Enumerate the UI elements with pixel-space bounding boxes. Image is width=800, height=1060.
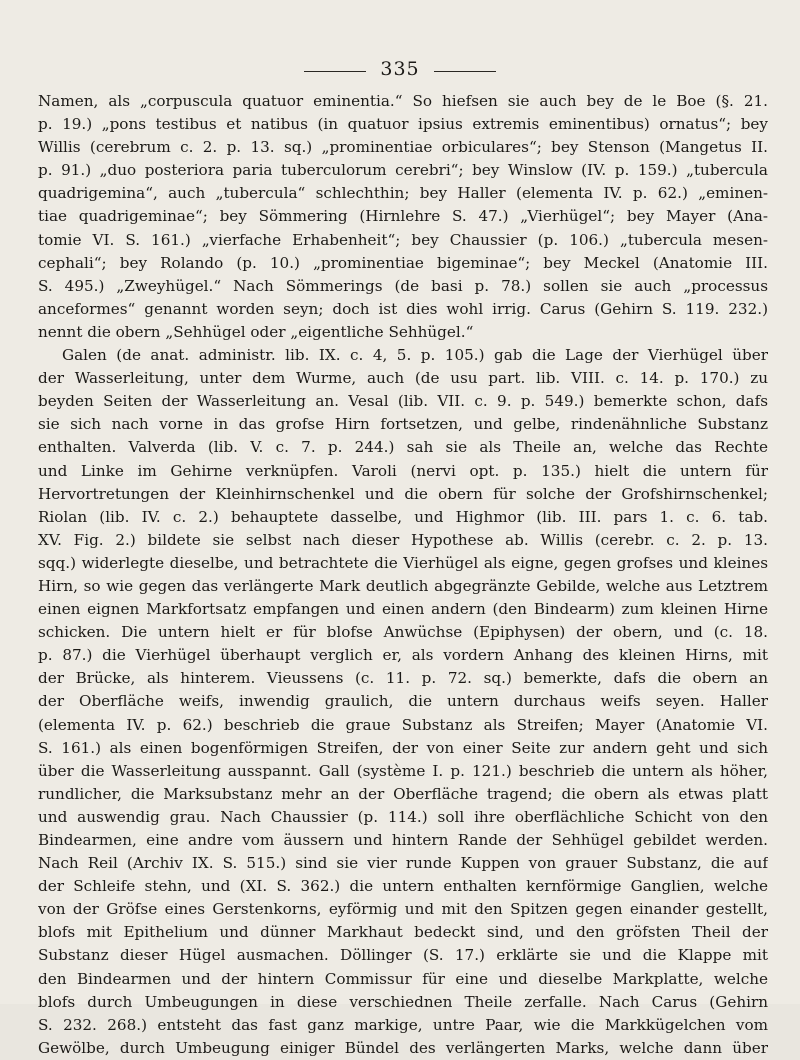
text-line: Galen (de anat. administr. lib. IX. c. 4, 5. p. 105.) gab die Lage der Vierhügel über xyxy=(62,346,768,365)
text-line: Gewölbe, durch Umbeugung einiger Bündel des verlängerten Marks, welche dann über xyxy=(38,1038,768,1057)
body-text xyxy=(38,90,768,1060)
text-line: Namen, als „corpuscula quatuor eminentia.“ So hiefsen sie auch bey de le Boe (§. 21. xyxy=(38,92,768,110)
text-line: der Schleife stehn, und (XI. S. 362.) die untern enthalten kernförmige Ganglien, welche xyxy=(38,877,768,896)
text-line: p. 91.) „duo posteriora paria tuberculorum cerebri“; bey Winslow (IV. p. 159.) „tubercula xyxy=(38,161,768,180)
text-line: Hirn, so wie gegen das verlängerte Mark deutlich abgegränzte Gebilde, welche aus Letztrem xyxy=(38,576,768,595)
text-line: Hervortretungen der Kleinhirnschenkel und die obern für solche der Grofshirnschenkel; xyxy=(38,484,768,503)
text-line: schicken. Die untern hielt er für blofse Anwüchse (Epiphysen) der obern, und (c. 18. xyxy=(38,623,768,642)
text-line: S. 232. 268.) entsteht das fast ganz markige, untre Paar, wie die Markkügelchen vom xyxy=(38,1015,768,1034)
text-line: und Linke im Gehirne verknüpfen. Varoli (nervi opt. p. 135.) hielt die untern für xyxy=(38,461,768,480)
page-header xyxy=(0,58,800,80)
text-line: Riolan (lib. IV. c. 2.) behauptete dasselbe, und Highmor (lib. III. pars 1. c. 6. tab. xyxy=(38,507,768,526)
text-line: quadrigemina“, auch „tubercula“ schlechthin; bey Haller (elementa IV. p. 62.) „eminen- xyxy=(38,184,768,203)
text-line: Willis (cerebrum c. 2. p. 13. sq.) „prominentiae orbiculares“; bey Stenson (Mangetus II. xyxy=(38,138,768,157)
text-line: enthalten. Valverda (lib. V. c. 7. p. 244.) sah sie als Theile an, welche das Rechte xyxy=(38,438,768,457)
text-line: der Oberfläche weifs, inwendig graulich, die untern durchaus weifs seyen. Haller xyxy=(38,692,768,711)
text-line: blofs durch Umbeugungen in diese verschiednen Theile zerfalle. Nach Carus (Gehirn xyxy=(38,992,768,1011)
text-line: S. 161.) als einen bogenförmigen Streifen, der von einer Seite zur andern geht und sich xyxy=(38,738,768,757)
text-line: anceformes“ genannt worden seyn; doch ist dies wohl irrig. Carus (Gehirn S. 119. 232.) xyxy=(38,299,768,318)
header-rule-left xyxy=(304,71,366,72)
text-line: rundlicher, die Marksubstanz mehr an der Oberfläche tragend; die obern als etwas platt xyxy=(38,784,768,803)
text-line: Bindearmen, eine andre vom äussern und hintern Rande der Sehhügel gebildet werden. xyxy=(38,831,768,849)
text-line: Nach Reil (Archiv IX. S. 515.) sind sie vier runde Kuppen von grauer Substanz, die auf xyxy=(38,854,768,873)
text-line: cephali“; bey Rolando (p. 10.) „prominentiae bigeminae“; bey Meckel (Anatomie III. xyxy=(38,253,768,272)
text-line: der Brücke, als hinterem. Vieussens (c. 11. p. 72. sq.) bemerkte, dafs die obern an xyxy=(38,669,768,688)
text-line: der Wasserleitung, unter dem Wurme, auch (de usu part. lib. VIII. c. 14. p. 170.) zu xyxy=(38,369,768,388)
text-line: tomie VI. S. 161.) „vierfache Erhabenheit“; bey Chaussier (p. 106.) „tubercula mesen- xyxy=(38,230,768,249)
text-line: sqq.) widerlegte dieselbe, und betrachtete die Vierhügel als eigne, gegen grofses und kleines xyxy=(38,553,768,572)
text-line: einen eignen Markfortsatz empfangen und einen andern (den Bindearm) zum kleinen Hirne xyxy=(38,600,768,619)
text-line: S. 495.) „Zweyhügel.“ Nach Sömmerings (de basi p. 78.) sollen sie auch „processus xyxy=(38,276,768,295)
text-line: von der Gröfse eines Gerstenkorns, eyförmig und mit den Spitzen gegen einander gestellt, xyxy=(38,900,768,919)
text-line: (elementa IV. p. 62.) beschrieb die graue Substanz als Streifen; Mayer (Anatomie VI. xyxy=(38,715,768,734)
text-line: über die Wasserleitung ausspannt. Gall (système I. p. 121.) beschrieb die untern als höher, xyxy=(38,761,768,780)
text-line: beyden Seiten der Wasserleitung an. Vesal (lib. VII. c. 9. p. 549.) bemerkte schon, dafs xyxy=(38,392,768,411)
text-line: Substanz dieser Hügel ausmachen. Döllinger (S. 17.) erklärte sie und die Klappe mit xyxy=(38,946,768,965)
page-number: 335 xyxy=(380,58,420,80)
text-line: nennt die obern „Sehhügel oder „eigentliche Sehhügel.“ xyxy=(38,322,474,341)
text-line: blofs mit Epithelium und dünner Markhaut bedeckt sind, und den gröfsten Theil der xyxy=(38,923,768,942)
header-rule-right xyxy=(434,71,496,72)
text-line: XV. Fig. 2.) bildete sie selbst nach dieser Hypothese ab. Willis (cerebr. c. 2. p. 13. xyxy=(38,530,768,549)
text-line: und auswendig grau. Nach Chaussier (p. 114.) soll ihre oberflächliche Schicht von den xyxy=(38,807,768,826)
text-line: den Bindearmen und der hintern Commissur für eine und dieselbe Markplatte, welche xyxy=(38,969,768,988)
text-line: tiae quadrigeminae“; bey Sömmering (Hirnlehre S. 47.) „Vierhügel“; bey Mayer (Ana- xyxy=(38,207,768,226)
text-line: p. 19.) „pons testibus et natibus (in quatuor ipsius extremis eminentibus) ornatus“; bey xyxy=(38,115,768,134)
text-line: p. 87.) die Vierhügel überhaupt verglich er, als vordern Anhang des kleinen Hirns, mit xyxy=(38,646,768,665)
text-line: sie sich nach vorne in das grofse Hirn fortsetzen, und gelbe, rindenähnliche Substanz xyxy=(38,415,768,434)
